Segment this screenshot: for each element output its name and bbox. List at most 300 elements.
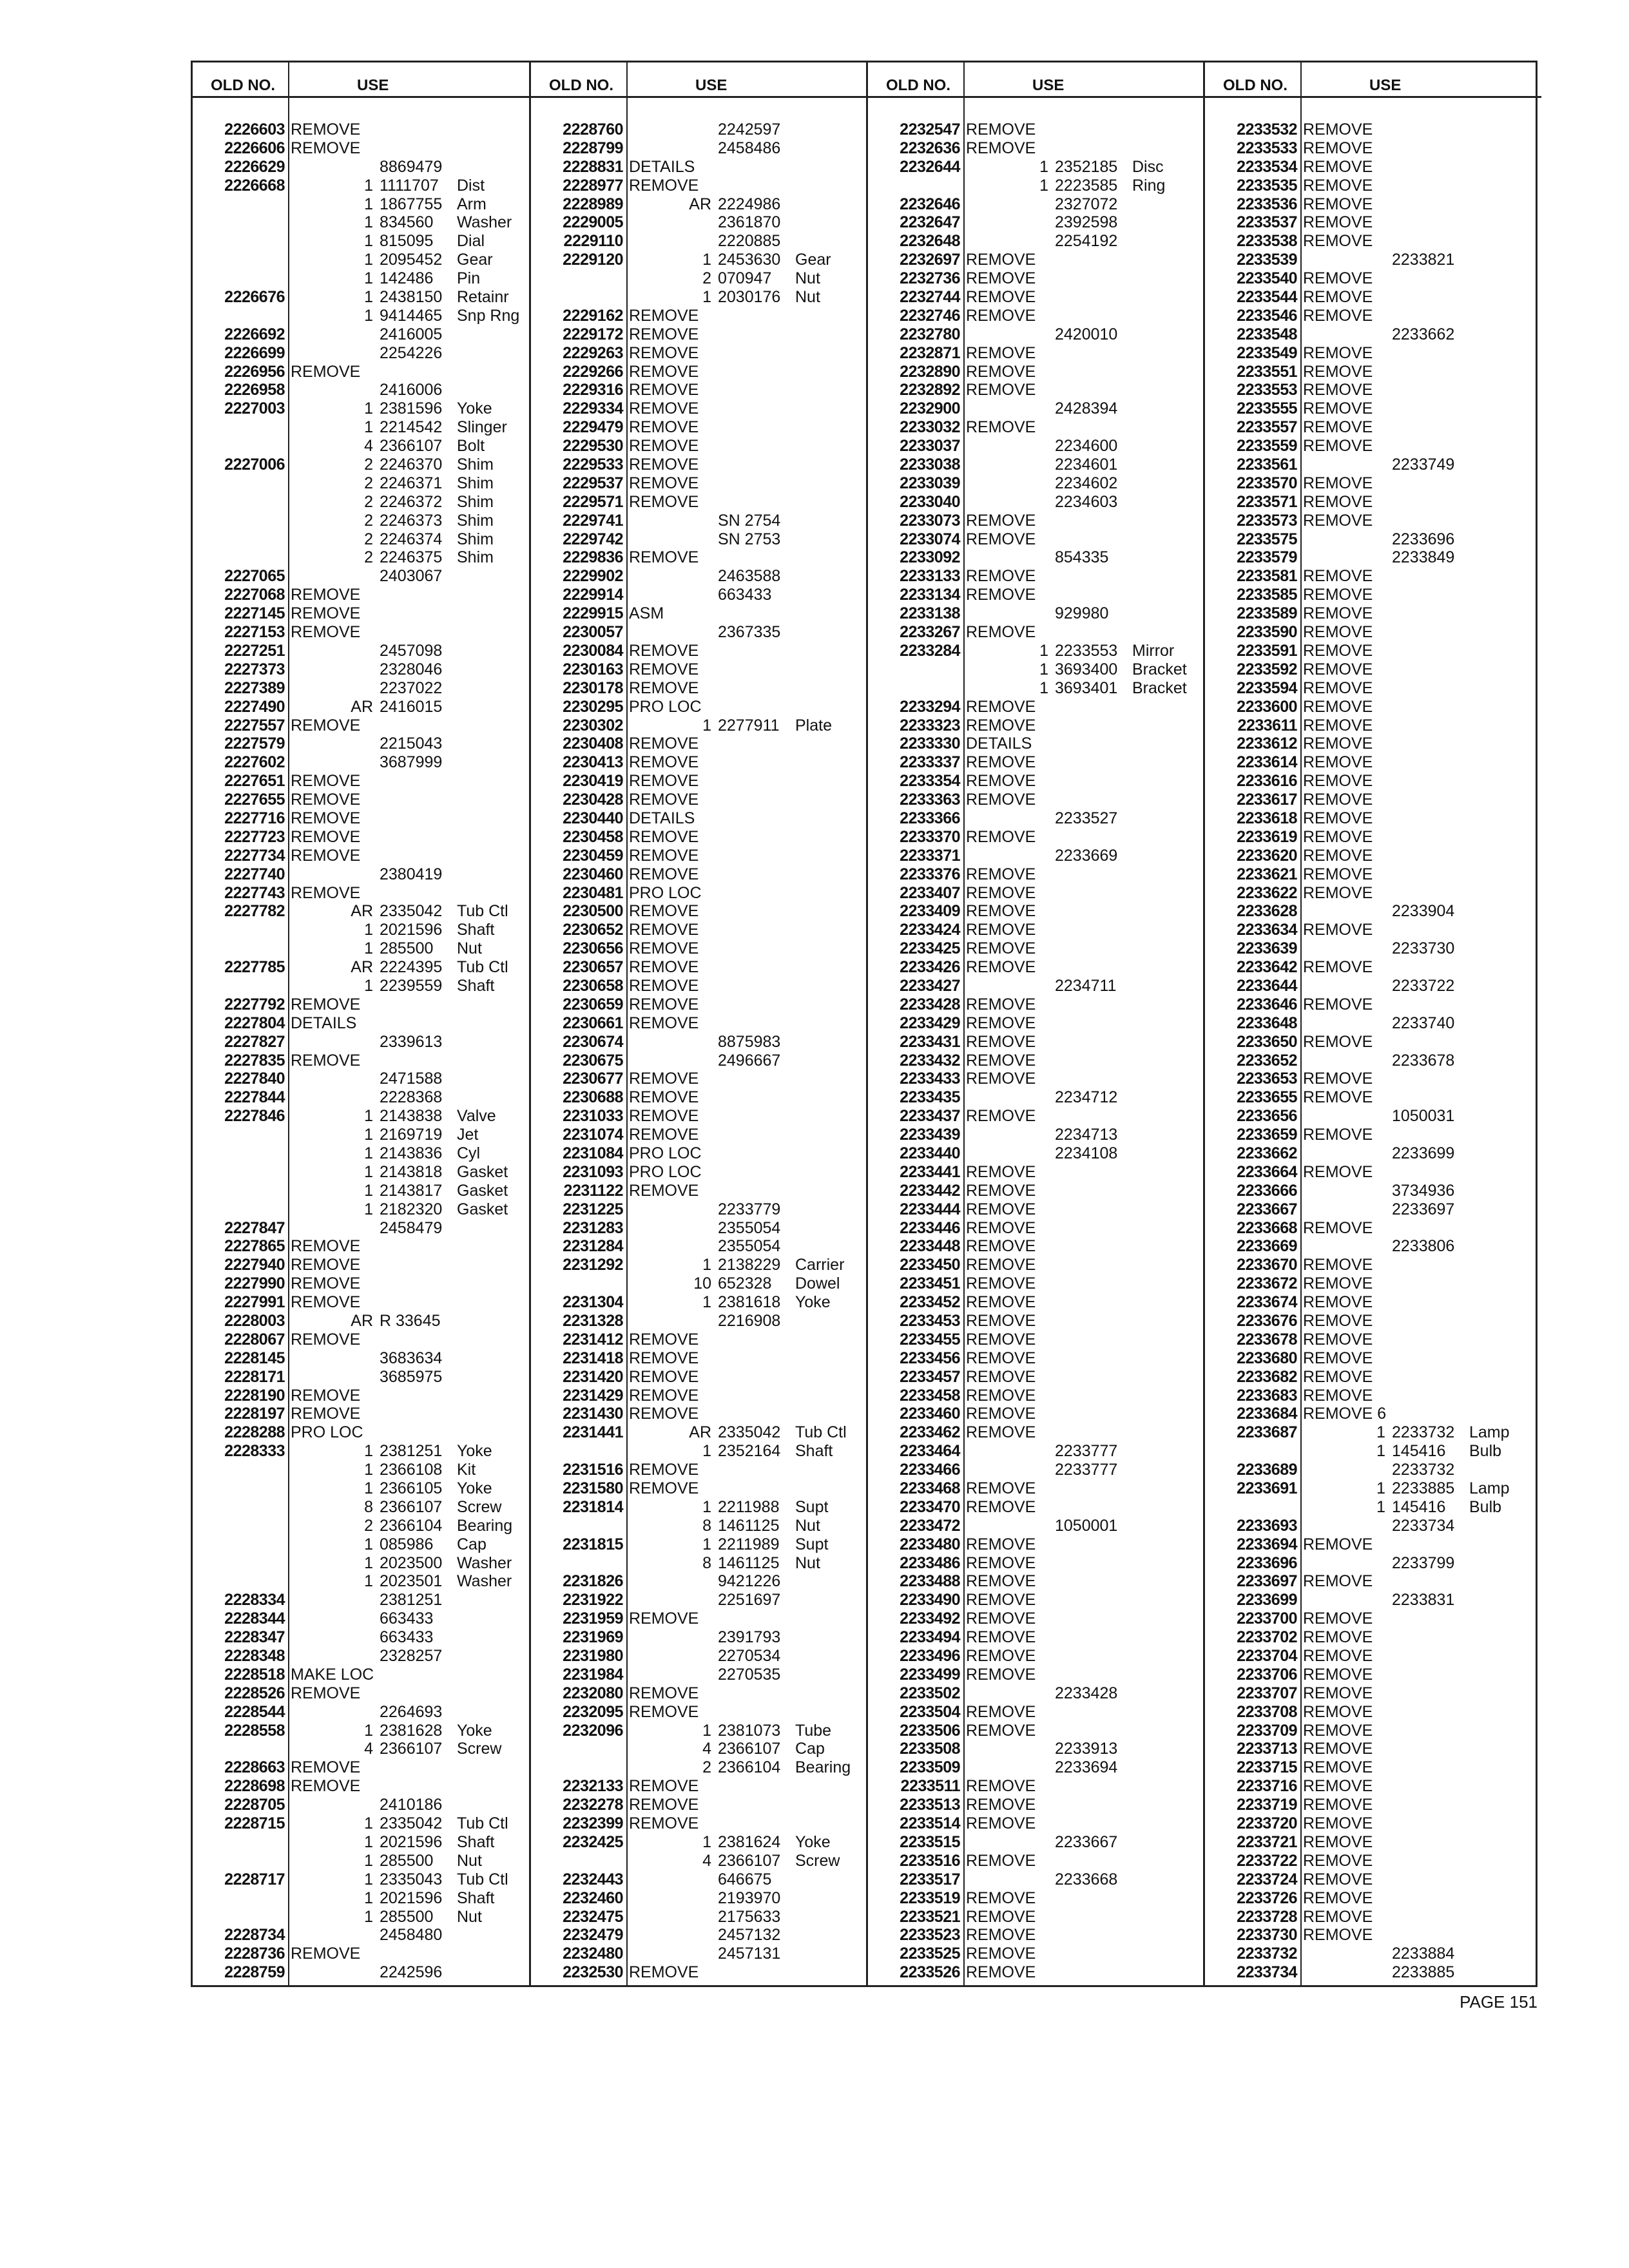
header-divider: [288, 62, 289, 96]
part-number: 8875983: [718, 1032, 781, 1051]
old-number: 2233534: [1237, 157, 1297, 176]
part-number: 285500: [380, 939, 434, 958]
old-number: 2233650: [1237, 1032, 1297, 1051]
old-number: 2228715: [224, 1814, 285, 1833]
old-number: 2229110: [563, 232, 623, 251]
use-action: REMOVE: [966, 716, 1036, 735]
quantity: 1: [364, 232, 373, 251]
table-row: [193, 1945, 529, 1963]
old-number: 2230163: [563, 660, 623, 678]
use-action: REMOVE: [1303, 827, 1373, 846]
part-number: 2233777: [1055, 1442, 1118, 1461]
use-action: REMOVE: [1303, 1814, 1373, 1833]
table-row: [1205, 1423, 1541, 1442]
use-action: REMOVE: [1303, 1702, 1373, 1721]
old-number: 2233621: [1237, 865, 1297, 883]
old-number: 2227846: [224, 1107, 285, 1126]
table-row: [193, 958, 529, 977]
old-number: 2233533: [1237, 139, 1297, 157]
old-number: 2233426: [900, 958, 960, 977]
use-action: REMOVE: [966, 1721, 1036, 1740]
old-number: 2233494: [900, 1628, 960, 1647]
table-row: [868, 977, 1205, 995]
table-row: [868, 1052, 1205, 1070]
old-number: 2231283: [563, 1218, 623, 1237]
table-row: [868, 1889, 1205, 1908]
use-action: REMOVE: [966, 1181, 1036, 1200]
old-number: 2233707: [1237, 1684, 1297, 1702]
header-divider: [963, 62, 965, 96]
table-row: [531, 642, 868, 660]
table-row: [1205, 1517, 1541, 1535]
table-row: [1205, 977, 1541, 995]
old-number: 2233617: [1237, 791, 1297, 809]
table-row: [531, 1647, 868, 1666]
table-row: [868, 847, 1205, 865]
old-number: 2233490: [900, 1591, 960, 1610]
part-number: 2438150: [380, 288, 443, 307]
description: Mirror: [1132, 641, 1175, 660]
quantity: 1: [1039, 678, 1048, 697]
old-number: 2233655: [1237, 1088, 1297, 1107]
part-number: 929980: [1055, 604, 1109, 623]
table-row: [193, 1033, 529, 1052]
old-number: 2226676: [224, 288, 285, 307]
old-number: 2233553: [1237, 381, 1297, 399]
use-action: REMOVE: [629, 1386, 699, 1405]
use-action: REMOVE: [291, 1945, 361, 1963]
table-row: [193, 1926, 529, 1945]
header-old-no: OLD NO.: [1223, 77, 1287, 94]
quantity: 1: [364, 1907, 373, 1926]
table-row: [193, 1442, 529, 1461]
part-number: 2366107: [718, 1851, 781, 1870]
old-number: 2233668: [1237, 1218, 1297, 1237]
table-row: [193, 586, 529, 604]
part-number: 2233779: [718, 1200, 781, 1218]
old-number: 2228799: [563, 139, 623, 157]
old-number: 2229334: [563, 399, 623, 418]
use-action: REMOVE: [966, 1907, 1036, 1926]
old-number: 2233611: [1237, 716, 1297, 735]
table-row: [1205, 604, 1541, 623]
old-number: 2227557: [224, 716, 285, 735]
table-row: [868, 1163, 1205, 1182]
table-row: [531, 1479, 868, 1498]
use-action: REMOVE: [966, 1535, 1036, 1553]
part-number: 2366107: [380, 1497, 443, 1516]
use-action: REMOVE: [1303, 1796, 1373, 1814]
header-use: USE: [357, 77, 389, 94]
old-number: 2227804: [224, 1014, 285, 1032]
old-number: 2228698: [224, 1777, 285, 1796]
old-number: 2231412: [563, 1330, 623, 1349]
part-number: 2391793: [718, 1628, 781, 1647]
description: Supt: [795, 1535, 829, 1553]
table-row: [193, 437, 529, 456]
use-action: REMOVE: [1303, 1832, 1373, 1851]
table-row: [1205, 1908, 1541, 1927]
old-number: 2233092: [900, 548, 960, 567]
old-number: 2233581: [1237, 567, 1297, 586]
table-row: [531, 1293, 868, 1312]
old-number: 2232547: [900, 120, 960, 139]
old-number: 2231984: [563, 1665, 623, 1684]
use-action: REMOVE: [629, 902, 699, 921]
table-row: [193, 139, 529, 158]
old-number: 2231441: [563, 1423, 623, 1442]
table-row: [1205, 1591, 1541, 1610]
old-number: 2229120: [563, 251, 623, 269]
table-row: [531, 753, 868, 772]
description: Washer: [457, 213, 512, 232]
quantity: 1: [702, 1442, 711, 1461]
use-action: REMOVE: [1303, 232, 1373, 251]
use-action: DETAILS: [291, 1014, 357, 1032]
old-number: 2231826: [563, 1572, 623, 1591]
use-action: REMOVE: [1303, 1851, 1373, 1870]
old-number: 2232647: [900, 213, 960, 232]
old-number: 2230057: [563, 623, 623, 642]
table-row: [531, 660, 868, 679]
table-row: [868, 213, 1205, 232]
part-number: SN 2754: [718, 511, 781, 530]
old-number: 2228518: [224, 1665, 285, 1684]
table-row: [193, 604, 529, 623]
table-row: [868, 1200, 1205, 1219]
part-number: 2242596: [380, 1963, 443, 1982]
table-row: [193, 325, 529, 344]
old-number: 2230459: [563, 846, 623, 865]
old-number: 2227840: [224, 1070, 285, 1088]
use-action: REMOVE: [629, 418, 699, 437]
table-row: [868, 1237, 1205, 1256]
table-row: [1205, 1852, 1541, 1870]
table-row: [868, 493, 1205, 512]
use-action: REMOVE: [966, 921, 1036, 939]
use-action: PRO LOC: [629, 883, 702, 902]
table-row: [868, 1088, 1205, 1107]
old-number: 2227743: [224, 883, 285, 902]
part-number: 2234712: [1055, 1088, 1118, 1107]
description: Shim: [457, 492, 494, 511]
old-number: 2229533: [563, 456, 623, 474]
old-number: 2233619: [1237, 827, 1297, 846]
old-number: 2227373: [224, 660, 285, 678]
old-number: 2233513: [900, 1796, 960, 1814]
use-action: REMOVE: [291, 139, 361, 157]
description: Slinger: [457, 418, 507, 437]
description: Lamp: [1469, 1423, 1510, 1442]
use-action: REMOVE: [1303, 1907, 1373, 1926]
part-number: 2366107: [380, 437, 443, 456]
table-row: [531, 586, 868, 604]
part-number: 9414465: [380, 306, 443, 325]
table-row: [193, 120, 529, 139]
table-row: [1205, 251, 1541, 269]
use-action: REMOVE: [1303, 195, 1373, 213]
quantity: 1: [364, 251, 373, 269]
old-number: 2227065: [224, 567, 285, 586]
use-action: REMOVE: [1303, 288, 1373, 307]
part-number: 2246370: [380, 456, 443, 474]
table-row: [868, 548, 1205, 567]
table-row: [868, 120, 1205, 139]
old-number: 2228344: [224, 1610, 285, 1628]
table-row: [1205, 642, 1541, 660]
table-row: [531, 1461, 868, 1479]
table-row: [868, 1442, 1205, 1461]
table-row: [868, 1666, 1205, 1684]
table-row: [868, 1926, 1205, 1945]
description: Bolt: [457, 437, 485, 456]
use-action: REMOVE: [629, 1610, 699, 1628]
old-number: 2229479: [563, 418, 623, 437]
old-number: 2228190: [224, 1386, 285, 1405]
part-number: 2143838: [380, 1107, 443, 1126]
old-number: 2233523: [900, 1926, 960, 1945]
table-row: [531, 1628, 868, 1647]
table-row: [531, 809, 868, 828]
part-number: 142486: [380, 269, 434, 288]
quantity: 1: [1376, 1423, 1385, 1442]
description: Washer: [457, 1553, 512, 1572]
description: Screw: [795, 1851, 840, 1870]
old-number: 2231969: [563, 1628, 623, 1647]
use-action: REMOVE: [291, 995, 361, 1014]
use-action: REMOVE: [966, 1926, 1036, 1945]
old-number: 2233536: [1237, 195, 1297, 213]
old-number: 2233488: [900, 1572, 960, 1591]
use-action: REMOVE: [629, 1796, 699, 1814]
part-number: 2270534: [718, 1647, 781, 1666]
old-number: 2233715: [1237, 1758, 1297, 1777]
table-row: [531, 791, 868, 809]
use-action: REMOVE: [629, 1461, 699, 1479]
use-action: REMOVE: [966, 865, 1036, 883]
table-row: [868, 1461, 1205, 1479]
old-number: 2233435: [900, 1088, 960, 1107]
part-number: 2381251: [380, 1442, 443, 1461]
old-number: 2230675: [563, 1051, 623, 1070]
quantity: 8: [364, 1497, 373, 1516]
old-number: 2233590: [1237, 623, 1297, 642]
old-number: 2233678: [1237, 1330, 1297, 1349]
table-row: [531, 1796, 868, 1814]
table-row: [868, 1517, 1205, 1535]
table-row: [868, 828, 1205, 847]
part-number: 2496667: [718, 1051, 781, 1070]
table-row: [193, 1908, 529, 1927]
table-row: [193, 1182, 529, 1200]
use-action: REMOVE: [966, 1237, 1036, 1256]
use-action: REMOVE: [629, 995, 699, 1014]
table-row: [193, 1368, 529, 1387]
part-number: 834560: [380, 213, 434, 232]
use-action: REMOVE: [966, 343, 1036, 362]
table-row: [193, 1870, 529, 1889]
header-old-no: OLD NO.: [211, 77, 275, 94]
use-action: REMOVE: [966, 939, 1036, 958]
table-row: [531, 1870, 868, 1889]
old-number: 2227579: [224, 735, 285, 753]
table-row: [1205, 1070, 1541, 1088]
old-number: 2230661: [563, 1014, 623, 1032]
old-number: 2233537: [1237, 213, 1297, 232]
table-row: [868, 251, 1205, 269]
use-action: REMOVE: [966, 1200, 1036, 1218]
table-row: [1205, 1014, 1541, 1033]
table-row: [1205, 1274, 1541, 1293]
table-row: [193, 1274, 529, 1293]
table-row: [1205, 437, 1541, 456]
table-row: [193, 1293, 529, 1312]
part-number: 2366104: [380, 1516, 443, 1535]
part-number: 145416: [1392, 1442, 1446, 1461]
use-action: DETAILS: [966, 735, 1032, 753]
old-number: 2233037: [900, 437, 960, 456]
use-action: REMOVE: [1303, 176, 1373, 195]
old-number: 2230419: [563, 772, 623, 791]
old-number: 2232425: [563, 1832, 623, 1851]
old-number: 2226956: [224, 362, 285, 381]
use-action: REMOVE: [1303, 641, 1373, 660]
table-row: [531, 1331, 868, 1349]
header-old-no: OLD NO.: [886, 77, 950, 94]
description: Nut: [795, 288, 820, 307]
use-action: REMOVE: [1303, 474, 1373, 492]
use-action: REMOVE: [1303, 678, 1373, 697]
old-number: 2233133: [900, 567, 960, 586]
table-row: [531, 1014, 868, 1033]
old-number: 2231292: [563, 1256, 623, 1274]
use-action: REMOVE: [1303, 1349, 1373, 1367]
table-row: [193, 698, 529, 716]
part-number: 2233732: [1392, 1423, 1455, 1442]
use-action: REMOVE: [629, 976, 699, 995]
table-row: [193, 1554, 529, 1573]
use-action: REMOVE: [629, 865, 699, 883]
old-number: 2233620: [1237, 846, 1297, 865]
table-row: [1205, 1405, 1541, 1423]
use-action: REMOVE: [291, 623, 361, 642]
table-row: [868, 1647, 1205, 1666]
part-number: 2233913: [1055, 1740, 1118, 1758]
table-row: [531, 604, 868, 623]
old-number: 2233432: [900, 1051, 960, 1070]
use-action: REMOVE: [966, 511, 1036, 530]
use-action: REMOVE: [966, 1647, 1036, 1666]
table-row: [1205, 1814, 1541, 1833]
use-action: REMOVE: [966, 530, 1036, 548]
table-row: [531, 679, 868, 698]
use-action: REMOVE: [1303, 1386, 1373, 1405]
old-number: 2229741: [563, 511, 623, 530]
description: Lamp: [1469, 1479, 1510, 1498]
old-number: 2233409: [900, 902, 960, 921]
use-action: REMOVE: [629, 456, 699, 474]
table-row: [531, 344, 868, 363]
use-action: REMOVE: [629, 846, 699, 865]
table-row: [868, 1758, 1205, 1777]
description: Valve: [457, 1107, 496, 1126]
quantity: 1: [702, 288, 711, 307]
table-row: [193, 307, 529, 325]
table-row: [531, 437, 868, 456]
old-number: 2233721: [1237, 1832, 1297, 1851]
old-number: 2232480: [563, 1945, 623, 1963]
table-row: [1205, 567, 1541, 586]
part-number: 2233697: [1392, 1200, 1455, 1218]
old-number: 2228526: [224, 1684, 285, 1702]
table-row: [868, 921, 1205, 939]
old-number: 2233472: [900, 1516, 960, 1535]
table-row: [1205, 1758, 1541, 1777]
old-number: 2229742: [563, 530, 623, 548]
old-number: 2233323: [900, 716, 960, 735]
use-action: REMOVE: [291, 586, 361, 604]
header-divider: [626, 62, 628, 96]
old-number: 2231328: [563, 1312, 623, 1330]
table-row: [193, 232, 529, 251]
table-row: [531, 1610, 868, 1628]
use-action: REMOVE: [1303, 753, 1373, 772]
use-action: REMOVE: [966, 288, 1036, 307]
part-number: 2335042: [380, 1814, 443, 1833]
part-number: 2410186: [380, 1796, 443, 1814]
part-number: 2335042: [718, 1423, 781, 1442]
use-action: REMOVE: [629, 1181, 699, 1200]
table-row: [868, 456, 1205, 474]
quantity: 1: [364, 418, 373, 437]
use-action: REMOVE: [1303, 1610, 1373, 1628]
old-number: 2233450: [900, 1256, 960, 1274]
description: Nut: [457, 939, 482, 958]
old-number: 2228067: [224, 1330, 285, 1349]
use-action: REMOVE: [966, 1070, 1036, 1088]
old-number: 2232399: [563, 1814, 623, 1833]
part-number: 2420010: [1055, 325, 1118, 343]
table-row: [1205, 1572, 1541, 1591]
use-action: REMOVE: [1303, 772, 1373, 791]
old-number: 2233667: [1237, 1200, 1297, 1218]
table-row: [193, 1963, 529, 1982]
quantity: 1: [364, 1721, 373, 1740]
quantity: 1: [364, 1535, 373, 1553]
table-row: [868, 1870, 1205, 1889]
table-row: [868, 1591, 1205, 1610]
table-row: [193, 753, 529, 772]
part-number: 285500: [380, 1851, 434, 1870]
old-number: 2233462: [900, 1423, 960, 1442]
table-row: [531, 251, 868, 269]
table-row: [531, 1758, 868, 1777]
quantity: 1: [364, 399, 373, 418]
table-row: [193, 1014, 529, 1033]
quantity: 4: [364, 1740, 373, 1758]
part-number: 2233722: [1392, 976, 1455, 995]
quantity: 1: [1039, 641, 1048, 660]
old-number: 2233457: [900, 1367, 960, 1386]
quantity: 1: [1039, 660, 1048, 678]
use-action: REMOVE: [1303, 995, 1373, 1014]
use-action: REMOVE: [629, 827, 699, 846]
use-action: REMOVE: [1303, 120, 1373, 139]
table-row: [531, 1703, 868, 1722]
part-number: SN 2753: [718, 530, 781, 548]
table-row: [193, 1498, 529, 1517]
old-number: 2226692: [224, 325, 285, 343]
